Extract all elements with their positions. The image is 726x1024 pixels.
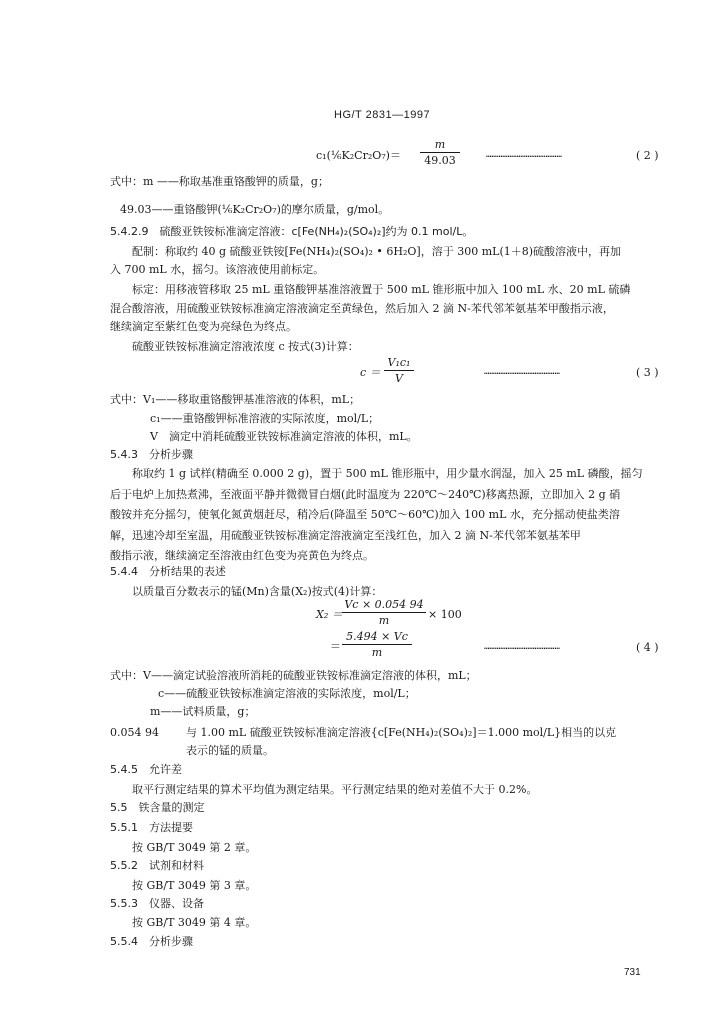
section-5-5-4: 5.5.4 分析步骤 <box>110 935 193 948</box>
fraction-bar <box>420 152 460 153</box>
tolerance-text: 取平行测定结果的算术平均值为测定结果。平行测定结果的绝对差值不大于 0.2%。 <box>132 783 538 796</box>
fraction-bar <box>384 370 414 371</box>
section-5-5-3: 5.5.3 仪器、设备 <box>110 897 204 910</box>
where4-line2: c——硫酸亚铁铵标准滴定溶液的实际浓度，mol/L； <box>158 687 416 700</box>
eq4-equals: ＝ <box>330 640 341 653</box>
prep-line2: 入 700 mL 水，摇匀。该溶液使用前标定。 <box>110 263 325 276</box>
where3-line2: c₁——重铬酸钾标准溶液的实际浓度，mol/L； <box>150 412 380 425</box>
where2-line1: 式中：m ——称取基准重铬酸钾的质量，g； <box>110 175 329 188</box>
eq4-lhs: X₂ ＝ <box>316 608 343 621</box>
eq4-label: ( 4 ) <box>636 641 659 654</box>
section-5-5: 5.5 铁含量的测定 <box>110 801 205 814</box>
eq4-denominator1: m <box>378 614 390 627</box>
eq3-lhs: c ＝ <box>360 366 381 379</box>
section-5-5-2-text: 按 GB/T 3049 第 3 章。 <box>132 879 257 892</box>
where4-line5: 表示的锰的质量。 <box>186 744 274 757</box>
standardize-line2: 混合酸溶液，用硫酸亚铁铵标准滴定溶液滴定至黄绿色，然后加入 2 滴 N-苯代邻苯氨基苯甲酸指示液， <box>110 302 614 315</box>
fraction-bar <box>342 644 412 645</box>
procedure-line3: 酸铵并充分摇匀，使氧化氮黄烟赶尽，稍冷后(降温至 50℃～60℃)加入 100 mL 水，充分摇动使盐类溶 <box>110 508 620 521</box>
section-5-5-1-text: 按 GB/T 3049 第 2 章。 <box>132 841 257 854</box>
eq4-numerator2: 5.494 × Vc <box>346 630 408 643</box>
calc-intro: 硫酸亚铁铵标准滴定溶液浓度 c 按式(3)计算： <box>132 340 359 353</box>
eq4-denominator2: m <box>371 646 383 659</box>
eq4-fraction2 <box>342 630 412 659</box>
eq2-fraction <box>420 138 460 167</box>
procedure-line4: 解，迅速冷却至室温，用硫酸亚铁铵标准滴定溶液滴定至浅红色，加入 2 滴 N-苯代邻苯氨基苯甲 <box>110 529 581 542</box>
eq4-fraction1 <box>342 598 426 627</box>
section-5-5-2: 5.5.2 试剂和材料 <box>110 859 204 872</box>
eq2-label: ( 2 ) <box>636 149 659 162</box>
where3-line3: V 滴定中消耗硫酸亚铁铵标准滴定溶液的体积，mL。 <box>150 430 418 443</box>
fraction-bar <box>342 612 426 613</box>
standardize-line1: 标定：用移液管移取 25 mL 重铬酸钾基准溶液置于 500 mL 锥形瓶中加入 100 mL 水、20 mL 硫磷 <box>132 283 631 296</box>
standardize-line3: 继续滴定至紫红色变为亮绿色为终点。 <box>110 320 297 333</box>
where4-line3: m——试料质量，g； <box>150 705 256 718</box>
procedure-line5: 酸指示液，继续滴定至溶液由红色变为亮黄色为终点。 <box>110 549 374 562</box>
where4-line4-term: 0.054 94 <box>110 726 159 739</box>
section-5-4-5: 5.4.5 允许差 <box>110 763 182 776</box>
eq2-lhs: c₁(⅙K₂Cr₂O₇)＝ <box>316 149 401 162</box>
leader-dots: …………………………………… <box>484 367 560 377</box>
section-5-4-4: 5.4.4 分析结果的表述 <box>110 565 226 578</box>
section-5-5-1: 5.5.1 方法提要 <box>110 821 193 834</box>
eq2-denominator: 49.03 <box>424 154 456 167</box>
section-5-4-3: 5.4.3 分析步骤 <box>110 448 193 461</box>
eq3-fraction <box>384 356 414 385</box>
prep-line1: 配制：称取约 40 g 硫酸亚铁铵[Fe(NH₄)₂(SO₄)₂ • 6H₂O]，溶于 300 mL(1＋8)硫酸溶液中，再加 <box>132 245 622 258</box>
leader-dots: …………………………………… <box>486 150 562 160</box>
leader-dots: …………………………………… <box>484 642 560 652</box>
eq3-label: ( 3 ) <box>636 366 659 379</box>
where4-line1: 式中：V——滴定试验溶液所消耗的硫酸亚铁铵标准滴定溶液的体积，mL； <box>110 669 477 682</box>
page-number: 731 <box>624 967 641 978</box>
section-5-4-2-9: 5.4.2.9 硫酸亚铁铵标准滴定溶液：c[Fe(NH₄)₂(SO₄)₂]约为 0.1 mol/L。 <box>110 225 474 238</box>
where2-line2: 49.03——重铬酸钾(⅙K₂Cr₂O₇)的摩尔质量，g/mol。 <box>120 203 390 216</box>
section-5-5-3-text: 按 GB/T 3049 第 4 章。 <box>132 916 257 929</box>
standard-header: HG/T 2831—1997 <box>334 109 431 121</box>
procedure-line2: 后于电炉上加热煮沸，至液面平静并微微冒白烟(此时温度为 220℃～240℃)移离热源，立即加入 2 g 硝 <box>110 488 621 501</box>
result-intro: 以质量百分数表示的锰(Mn)含量(X₂)按式(4)计算： <box>132 585 383 598</box>
where3-line1: 式中：V₁——移取重铬酸钾基准溶液的体积，mL； <box>110 393 361 406</box>
eq3-numerator: V₁c₁ <box>387 356 411 369</box>
eq2-numerator: m <box>434 138 446 151</box>
eq4-numerator1: Vc × 0.054 94 <box>344 598 424 611</box>
eq3-denominator: V <box>395 372 403 385</box>
eq4-times-100: × 100 <box>428 608 462 621</box>
where4-line4-desc: 与 1.00 mL 硫酸亚铁铵标准滴定溶液{c[Fe(NH₄)₂(SO₄)₂]＝1.000 mol/L}相当的以克 <box>186 726 617 739</box>
procedure-line1: 称取约 1 g 试样(精确至 0.000 2 g)，置于 500 mL 锥形瓶中，用少量水润湿，加入 25 mL 磷酸，摇匀 <box>132 467 643 480</box>
